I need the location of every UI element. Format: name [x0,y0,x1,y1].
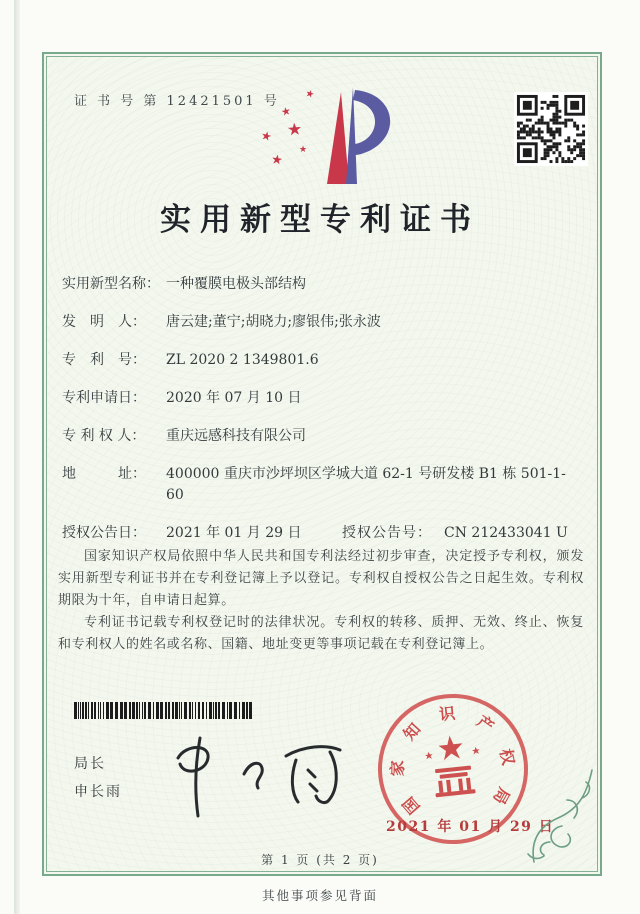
legal-paragraph: 国家知识产权局依照中华人民共和国专利法经过初步审查，决定授予专利权，颁发实用新型专利证书并在专利登记簿上予以登记。专利权自授权公告之日起生效。专利权期限为十年，自申请日起算。 [58,549,584,608]
seal-ring-char: 知 [399,719,425,744]
field-value: ZL 2020 2 1349801.6 [166,352,319,368]
field-value: 唐云建;董宁;胡晓力;廖银伟;张永波 [166,314,381,330]
signer-block [74,750,122,806]
scan-spine-shadow [14,0,20,914]
field-row-patentee [62,426,582,447]
signer-title: 局长 [74,756,106,772]
field-row-grant [62,523,582,544]
logo-star-icon: ★ [303,87,316,102]
cnipa-logo-icon [253,84,397,190]
barcode-image [74,702,254,719]
national-emblem-icon [411,724,495,812]
qr-code [514,92,588,166]
seal-ring-char: 识 [438,703,457,725]
field-value: 2020 年 07 月 10 日 [166,390,302,406]
legal-paragraph: 专利证书记载专利权登记时的法律状况。专利权的转移、质押、无效、终止、恢复和专利权人的姓名或名称、国籍、地址变更等事项记载在专利登记簿上。 [58,615,584,652]
seal-ring-char: 权 [496,746,519,767]
field-row-address [62,464,582,506]
certificate-number: 证 书 号 第 12421501 号 [74,94,280,109]
field-row-name [62,274,582,295]
legal-text [58,546,584,656]
logo-star-icon: ★ [299,145,308,155]
field-label: 地 址： [62,466,146,482]
field-row-inventors [62,312,582,333]
document-title: 实用新型专利证书 [160,202,480,238]
seal-ring-char: 家 [387,760,408,777]
field-label: 发 明 人： [62,314,146,330]
logo-star-icon: ★ [286,119,303,141]
logo-star-icon: ★ [270,152,284,169]
seal-ring-char: 局 [489,784,514,808]
field-value: 一种覆膜电极头部结构 [166,276,306,292]
logo-star-icon: ★ [279,104,293,119]
corner-flourish-ornament [522,768,594,868]
field-label: 授权公告号： [342,525,432,541]
field-list [62,274,582,544]
logo-star-icon: ★ [259,127,274,145]
director-signature [158,732,358,822]
seal-ring-char: 国 [398,793,424,818]
field-label: 专利申请日： [62,390,146,406]
field-label: 授权公告日： [62,525,146,541]
page-number: 第 1 页 (共 2 页) [261,853,379,867]
field-label: 专 利 号： [62,352,146,368]
field-label: 实用新型名称： [62,276,160,292]
back-note: 其他事项参见背面 [261,888,378,903]
field-value: 400000 重庆市沙坪坝区学城大道 62-1 号研发楼 B1 栋 501-1-60 [166,466,566,503]
field-value: 重庆远感科技有限公司 [166,428,306,444]
field-value: 2021 年 01 月 29 日 [166,525,302,541]
signer-name: 申长雨 [74,784,122,800]
field-value: CN 212433041 U [444,525,568,541]
logo-mark [253,84,397,190]
field-row-patent-number [62,350,582,371]
field-row-filing-date [62,388,582,409]
seal-ring-char: 产 [473,711,498,737]
field-label: 专 利 权 人： [62,428,146,444]
seal-date: 2021 年 01 月 29 日 [386,819,555,835]
